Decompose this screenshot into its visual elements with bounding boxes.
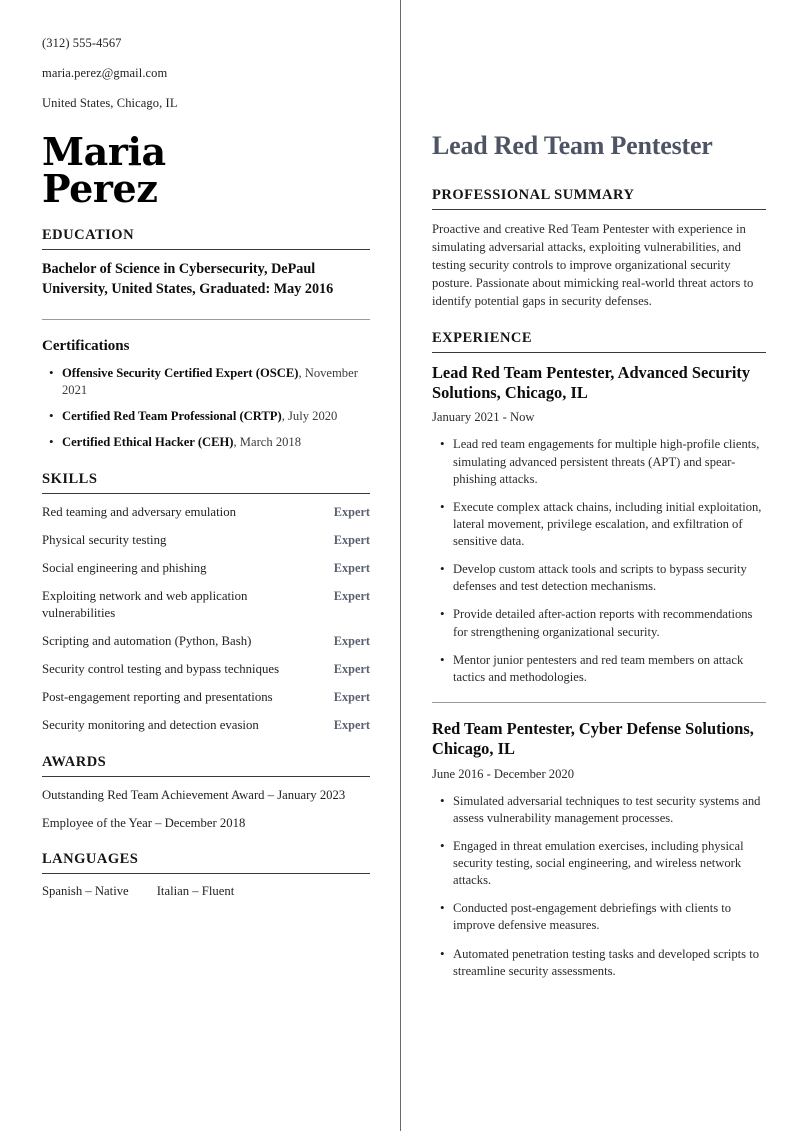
section-title-summary: PROFESSIONAL SUMMARY: [432, 186, 635, 203]
skill-row: [42, 661, 370, 678]
contact-phone: (312) 555-4567: [42, 36, 122, 50]
right-column: [401, 0, 800, 1131]
candidate-name: [42, 129, 370, 212]
skill-level: Expert: [333, 634, 370, 649]
certification-date: , March 2018: [233, 435, 302, 450]
contact-location: United States, Chicago, IL: [42, 96, 178, 110]
skill-row: [42, 532, 370, 549]
section-rule: [42, 873, 370, 874]
list-item: • Execute complex attack chains, including initial exploitation, lateral movement, privilege escalation, and exfiltration of sensitive data.: [432, 499, 766, 550]
skill-name: Scripting and automation (Python, Bash): [42, 634, 252, 649]
award-item: Outstanding Red Team Achievement Award – January 2023: [42, 788, 346, 803]
certification-name: Certified Red Team Professional (CRTP): [62, 409, 282, 424]
summary-text: Proactive and creative Red Team Pentester with experience in simulating adversarial attacks, exploiting vulnerabilities, and testing security controls to improve organizational security posture. Passionate about mimicking real-world threat actors to identify potential gaps in security defenses.: [432, 221, 754, 308]
list-item: [42, 408, 370, 425]
list-item: • Mentor junior pentesters and red team members on attack tactics and methodologies.: [432, 652, 766, 686]
skill-level: Expert: [333, 533, 370, 548]
list-item: • Lead red team engagements for multiple high-profile clients, simulating advanced persistent threats (APT) and spear-phishing attacks.: [432, 436, 766, 487]
language-item: Spanish – Native: [42, 884, 129, 899]
page-title: Lead Red Team Pentester: [432, 131, 713, 160]
experience-dates: January 2021 - Now: [432, 410, 535, 425]
certification-date: , November 2021: [62, 366, 358, 398]
list-item: [42, 434, 370, 451]
experience-entry: [432, 363, 766, 686]
experience-entry: [432, 719, 766, 980]
skill-name: Physical security testing: [42, 533, 167, 548]
skill-name: Post-engagement reporting and presentations: [42, 690, 273, 705]
skill-name: Exploiting network and web application vulnerabilities: [42, 589, 248, 621]
award-item: Employee of the Year – December 2018: [42, 815, 246, 830]
experience-bullets: [432, 436, 766, 686]
skill-level: Expert: [333, 589, 370, 604]
certifications-list: [42, 365, 370, 451]
last-name: Perez: [42, 166, 158, 212]
education-separator: [42, 319, 370, 320]
experience-bullets: [432, 793, 766, 980]
contact-block: [42, 36, 370, 111]
education-degree: Bachelor of Science in Cybersecurity, DePaul University, United States, Graduated: May 2016: [42, 261, 334, 297]
experience-separator: [432, 702, 766, 703]
list-item: • Engaged in threat emulation exercises, including physical security testing, social engineering, and wireless network attacks.: [432, 838, 766, 889]
section-rule: [42, 776, 370, 777]
section-title-awards: AWARDS: [42, 754, 107, 771]
language-item: Italian – Fluent: [156, 884, 235, 899]
experience-role: Lead Red Team Pentester, Advanced Security Solutions, Chicago, IL: [432, 362, 751, 403]
section-rule: [42, 493, 370, 494]
skill-level: Expert: [333, 718, 370, 733]
subsection-title-certifications: Certifications: [42, 338, 130, 355]
skill-row: [42, 633, 370, 650]
skill-row: [42, 689, 370, 706]
section-languages: [42, 851, 370, 899]
section-skills: [42, 471, 370, 734]
skill-name: Security control testing and bypass techniques: [42, 662, 280, 677]
skill-name: Security monitoring and detection evasion: [42, 718, 259, 733]
certification-date: , July 2020: [281, 409, 338, 424]
skill-name: Red teaming and adversary emulation: [42, 505, 237, 520]
section-title-languages: LANGUAGES: [42, 851, 139, 868]
section-rule: [432, 209, 766, 210]
skill-name: Social engineering and phishing: [42, 561, 207, 576]
skill-row: [42, 588, 370, 622]
skill-row: [42, 504, 370, 521]
list-item: • Simulated adversarial techniques to test security systems and assess vulnerability management processes.: [432, 793, 766, 827]
experience-role: Red Team Pentester, Cyber Defense Solutions, Chicago, IL: [432, 718, 754, 759]
section-professional-summary: [432, 187, 766, 310]
list-item: • Develop custom attack tools and scripts to bypass security defenses and test detection mechanisms.: [432, 561, 766, 595]
experience-dates: June 2016 - December 2020: [432, 766, 574, 781]
skill-level: Expert: [333, 690, 370, 705]
list-item: • Conducted post-engagement debriefings with clients to improve defensive measures.: [432, 900, 766, 934]
certification-name: Certified Ethical Hacker (CEH): [62, 435, 234, 450]
section-rule: [42, 249, 370, 250]
list-item: • Automated penetration testing tasks and developed scripts to streamline security assessments.: [432, 946, 766, 980]
section-title-experience: EXPERIENCE: [432, 329, 533, 346]
list-item: • Provide detailed after-action reports with recommendations for strengthening organizational security.: [432, 606, 766, 640]
skill-row: [42, 717, 370, 734]
first-name: Maria: [42, 129, 166, 174]
languages-list: [42, 884, 370, 899]
section-title-skills: SKILLS: [42, 471, 98, 488]
skill-row: [42, 560, 370, 577]
skill-level: Expert: [333, 505, 370, 520]
section-awards: [42, 754, 370, 831]
section-experience: [432, 330, 766, 980]
skill-level: Expert: [333, 662, 370, 677]
contact-email: maria.perez@gmail.com: [42, 66, 168, 80]
certification-name: Offensive Security Certified Expert (OSCE): [62, 366, 299, 381]
skill-level: Expert: [333, 561, 370, 576]
list-item: [42, 365, 370, 399]
section-title-education: EDUCATION: [42, 227, 135, 244]
section-rule: [432, 352, 766, 353]
section-education: [42, 227, 370, 451]
